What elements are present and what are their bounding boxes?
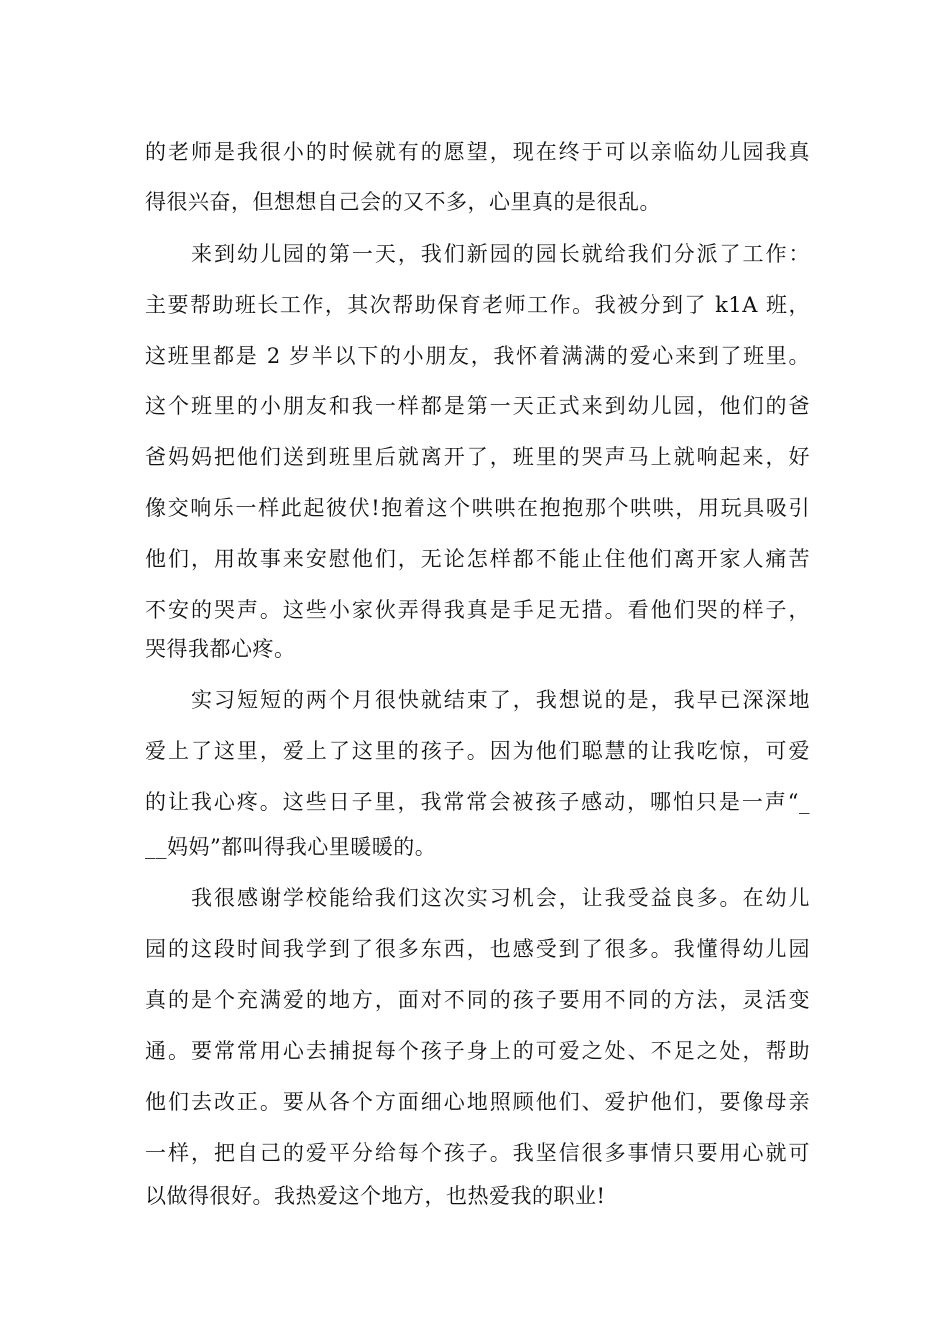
text-line: 得很兴奋，但想想自己会的又不多，心里真的是很乱。 [145, 190, 661, 214]
text-line: 一样，把自己的爱平分给每个孩子。我坚信很多事情只要用心就可 [145, 1141, 810, 1165]
text-line: 他们去改正。要从各个方面细心地照顾他们、爱护他们，要像母亲 [145, 1090, 810, 1114]
text-line: 园的这段时间我学到了很多东西，也感受到了很多。我懂得幼儿园 [145, 937, 810, 961]
text-line: __妈妈”都叫得我心里暖暖的。 [145, 835, 437, 859]
paragraph-first-line: 实习短短的两个月很快就结束了，我想说的是，我早已深深地 [191, 688, 810, 712]
text-line: 以做得很好。我热爱这个地方，也热爱我的职业! [145, 1184, 606, 1208]
text-line: 哭得我都心疼。 [145, 637, 296, 661]
text-line: 他们，用故事来安慰他们，无论怎样都不能止住他们离开家人痛苦 [145, 547, 810, 571]
text-line: 不安的哭声。这些小家伙弄得我真是手足无措。看他们哭的样子， [145, 598, 810, 622]
text-line: 爸妈妈把他们送到班里后就离开了，班里的哭声马上就响起来，好 [145, 445, 810, 469]
text-line: 这个班里的小朋友和我一样都是第一天正式来到幼儿园，他们的爸 [145, 394, 810, 418]
text-line: 像交响乐一样此起彼伏!抱着这个哄哄在抱抱那个哄哄，用玩具吸引 [145, 496, 810, 520]
text-line: 的老师是我很小的时候就有的愿望，现在终于可以亲临幼儿园我真 [145, 140, 810, 164]
text-line: 主要帮助班长工作，其次帮助保育老师工作。我被分到了 k1A 班， [145, 293, 810, 317]
text-line: 的让我心疼。这些日子里，我常常会被孩子感动，哪怕只是一声“_ [145, 790, 810, 814]
text-line: 真的是个充满爱的地方，面对不同的孩子要用不同的方法，灵活变 [145, 988, 810, 1012]
paragraph-first-line: 我很感谢学校能给我们这次实习机会，让我受益良多。在幼儿 [191, 886, 810, 910]
paragraph-first-line: 来到幼儿园的第一天，我们新园的园长就给我们分派了工作： [191, 242, 810, 266]
text-line: 这班里都是 2 岁半以下的小朋友，我怀着满满的爱心来到了班里。 [145, 344, 810, 368]
text-line: 通。要常常用心去捕捉每个孩子身上的可爱之处、不足之处，帮助 [145, 1039, 810, 1063]
text-line: 爱上了这里，爱上了这里的孩子。因为他们聪慧的让我吃惊，可爱 [145, 739, 810, 763]
